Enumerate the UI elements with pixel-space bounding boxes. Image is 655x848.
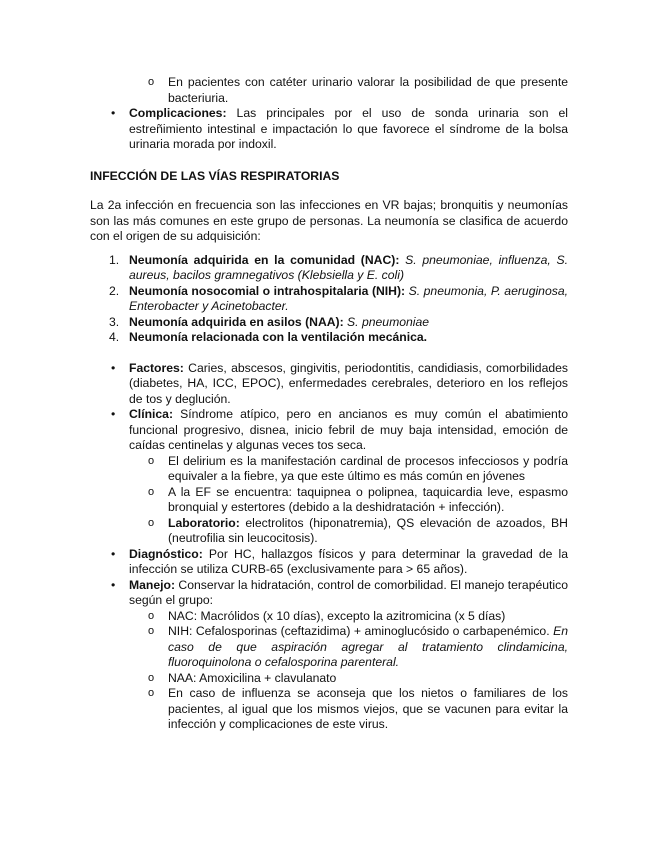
sub-bullet-marker: o: [148, 687, 155, 699]
bullet-marker: •: [111, 577, 116, 592]
item-label: Diagnóstico:: [129, 546, 203, 561]
list-item: [90, 485, 568, 516]
spacer: [90, 346, 568, 361]
bullet-marker: •: [111, 407, 116, 421]
sub-bullet-marker: o: [148, 671, 155, 684]
list-item: [90, 407, 568, 454]
item-text: Caries, abscesos, gingivitis, periodontitis, candidiasis, comorbilidades (diabetes, HA, ICC, EPOC), enfermedades cerebrales, deterioro en los reflejos de tos y deglución.: [129, 360, 568, 406]
item-text: A la EF se encuentra: taquipnea o polipnea, taquicardia leve, espasmo bronquial y estertores (debido a la deshidratación + infección).: [168, 484, 568, 514]
bullet-marker: •: [111, 106, 116, 120]
sub-bullet-marker: o: [148, 516, 155, 529]
list-item: [90, 609, 568, 625]
numbered-item: [90, 315, 568, 331]
item-text: NAC: Macrólidos (x 10 días), excepto la azitromicina (x 5 días): [168, 608, 506, 623]
document-page: [90, 75, 568, 733]
list-item: [90, 516, 568, 547]
item-text: S. pneumoniae: [343, 314, 430, 329]
item-label: Neumonía adquirida en asilos (NAA):: [129, 314, 344, 329]
item-text: S. pneumonia, P. aeruginosa, Enterobacter y Acinetobacter.: [129, 283, 568, 313]
item-text: En caso de influenza se aconseja que los nietos o familiares de los pacientes, al igual que los mismos viejos, que se vacunen para evitar la infección y complicaciones de este virus.: [168, 686, 568, 731]
item-text: S. pneumoniae, influenza, S. aureus, bacilos gramnegativos (Klebsiella y E. coli): [129, 252, 568, 282]
item-number: 2.: [109, 283, 120, 298]
numbered-item: [90, 284, 568, 315]
item-number: 3.: [109, 314, 120, 329]
item-label: Clínica:: [129, 407, 174, 421]
item-text: NIH: Cefalosporinas (ceftazidima) + aminoglucósido o carbapenémico.: [168, 624, 554, 638]
numbered-item: [90, 253, 568, 284]
item-label: Factores:: [129, 360, 184, 375]
list-item: [90, 686, 568, 733]
numbered-item: [90, 330, 568, 346]
item-text: Conservar la hidratación, control de comorbilidad. El manejo terapéutico según el grupo:: [129, 577, 568, 607]
sub-bullet-marker: o: [148, 625, 155, 637]
list-item: [90, 578, 568, 609]
item-text: Síndrome atípico, pero en ancianos es muy común el abatimiento funcional progresivo, disnea, inicio febril de muy baja intensidad, emoción de caídas centinelas y algunas veces tos seca.: [129, 407, 568, 452]
item-label: Manejo:: [129, 577, 176, 592]
item-label: Neumonía adquirida en la comunidad (NAC):: [129, 252, 400, 267]
list-item: [90, 75, 568, 106]
sub-bullet-marker: o: [148, 454, 155, 467]
paragraph: La 2a infección en frecuencia son las infecciones en VR bajas; bronquitis y neumonías son las más comunes en este grupo de personas. La neumonía se clasifica de acuerdo con el origen de su adquisición:: [90, 198, 568, 243]
item-text-italic: En caso de que aspiración agregar al tratamiento clindamicina, fluoroquinolona o cefalosporina parenteral.: [168, 624, 568, 669]
item-text: NAA: Amoxicilina + clavulanato: [168, 670, 337, 685]
section-heading: INFECCIÓN DE LAS VÍAS RESPIRATORIAS: [90, 168, 340, 183]
item-text: El delirium es la manifestación cardinal de procesos infecciosos y podría equivaler a la fiebre, ya que este último es más común en jóvenes: [168, 453, 568, 483]
list-item: [90, 361, 568, 408]
sub-bullet-marker: o: [148, 76, 155, 88]
bullet-marker: •: [111, 546, 116, 561]
item-text: Las principales por el uso de sonda urinaria son el estreñimiento intestinal e impactación lo que favorece el síndrome de la bolsa urinaria morada por indoxil.: [129, 106, 568, 151]
item-label: Laboratorio:: [168, 515, 240, 530]
list-item: [90, 624, 568, 671]
item-number: 1.: [109, 252, 120, 267]
item-label: Complicaciones:: [129, 106, 227, 120]
sub-bullet-marker: o: [148, 485, 155, 498]
item-text: Por HC, hallazgos físicos y para determinar la gravedad de la infección se utiliza CURB-65 (exclusivamente para > 65 años).: [129, 546, 568, 576]
item-number: 4.: [109, 330, 120, 344]
bullet-marker: •: [111, 360, 116, 375]
item-text: electrolitos (hiponatremia), QS elevación de azoados, BH (neutrofilia sin leucocitosis).: [168, 515, 568, 545]
item-text: En pacientes con catéter urinario valorar la posibilidad de que presente bacteriuria.: [168, 75, 568, 105]
list-item: [90, 671, 568, 687]
item-label: Neumonía nosocomial o intrahospitalaria (NIH):: [129, 283, 406, 298]
list-item: [90, 106, 568, 153]
list-item: [90, 454, 568, 485]
item-label: Neumonía relacionada con la ventilación mecánica.: [129, 330, 428, 344]
sub-bullet-marker: o: [148, 609, 155, 622]
list-item: [90, 547, 568, 578]
